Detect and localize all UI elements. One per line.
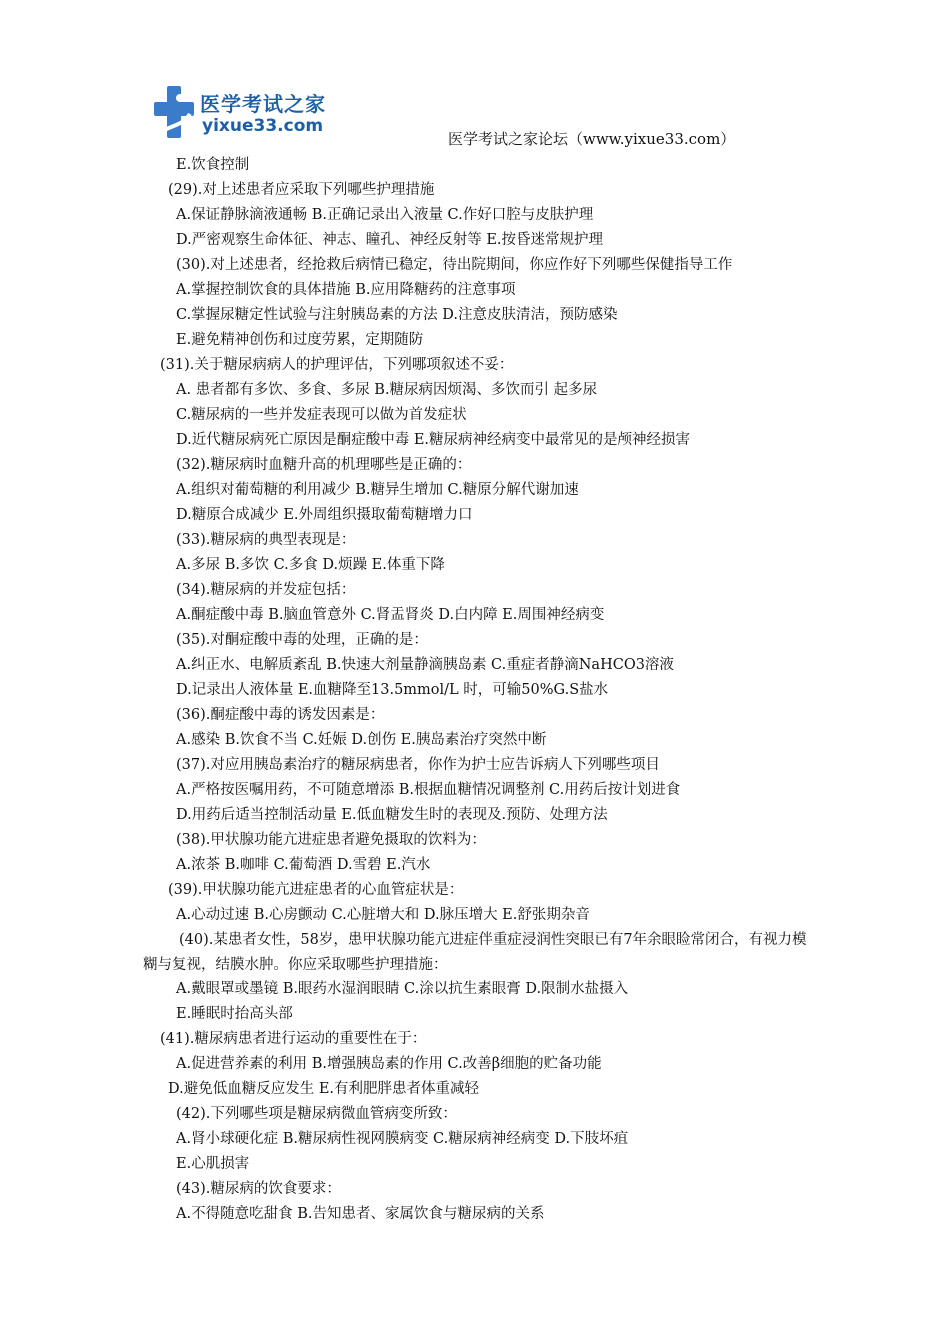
question-heading: (42).下列哪些项是糖尿病微血管病变所致： <box>176 1106 457 1122</box>
text-line: A.浓茶 B.咖啡 C.葡萄酒 D.雪碧 E.汽水 <box>176 857 431 873</box>
logo-domain-text: yixue33.com <box>202 116 324 136</box>
forum-header-text: 医学考试之家论坛（www.yixue33.com） <box>448 130 736 148</box>
text-line: C.糖尿病的一些并发症表现可以做为首发症状 <box>176 407 467 423</box>
question-heading: (30).对上述患者，经抢救后病情已稳定，待出院期间，你应作好下列哪些保健指导工作 <box>176 257 733 273</box>
text-line: E.避免精神创伤和过度劳累，定期随防 <box>176 332 424 348</box>
text-line: E.睡眠时抬高头部 <box>176 1006 293 1022</box>
question-heading: (35).对酮症酸中毒的处理，正确的是： <box>176 632 428 648</box>
text-line: A.掌握控制饮食的具体措施 B.应用降糖药的注意事项 <box>176 282 516 298</box>
text-line: A.纠正水、电解质紊乱 B.快速大剂量静滴胰岛素 C.重症者静滴NaHCO3溶液 <box>176 657 674 673</box>
text-line: D.记录出人液体量 E.血糖降至13.5mmol/L 时，可输50%G.S盐水 <box>176 682 609 698</box>
text-line: A.保证静脉滴液通畅 B.正确记录出入液量 C.作好口腔与皮肤护理 <box>176 207 594 223</box>
text-line: A.严格按医嘱用药，不可随意增添 B.根据血糖情况调整剂 C.用药后按计划进食 <box>176 782 681 798</box>
text-line: D.严密观察生命体征、神志、瞳孔、神经反射等 E.按昏迷常规护理 <box>176 232 604 248</box>
text-line: A.多尿 B.多饮 C.多食 D.烦躁 E.体重下降 <box>176 557 445 573</box>
text-line: A.组织对葡萄糖的利用减少 B.糖异生增加 C.糖原分解代谢加速 <box>176 482 579 498</box>
text-line: E.饮食控制 <box>176 157 250 173</box>
question-heading: (43).糖尿病的饮食要求： <box>176 1181 341 1197</box>
question-paragraph: (40).某患者女性，58岁，患甲状腺功能亢进症伴重症浸润性突眼已有7年余眼睑常闭合，有视力模糊与复视，结膜水肿。你应采取哪些护理措施： <box>143 932 807 973</box>
logo-chinese-text: 医学考试之家 <box>200 92 326 116</box>
text-line: D.糖原合成减少 E.外周组织摄取葡萄糖增力口 <box>176 507 473 523</box>
medical-cross-icon <box>150 84 198 144</box>
text-line: D.用药后适当控制活动量 E.低血糖发生时的表现及.预防、处理方法 <box>176 807 608 823</box>
text-line: D.避免低血糖反应发生 E.有利肥胖患者体重减轻 <box>168 1081 480 1097</box>
text-line: A.心动过速 B.心房颤动 C.心脏增大和 D.脉压增大 E.舒张期杂音 <box>176 907 590 923</box>
text-line: D.近代糖尿病死亡原因是酮症酸中毒 E.糖尿病神经病变中最常见的是颅神经损害 <box>176 432 691 448</box>
text-line: A.感染 B.饮食不当 C.妊娠 D.创伤 E.胰岛素治疗突然中断 <box>176 732 547 748</box>
text-line: A.肾小球硬化症 B.糖尿病性视网膜病变 C.糖尿病神经病变 D.下肢坏疽 <box>176 1131 629 1147</box>
text-line: C.掌握尿糖定性试验与注射胰岛素的方法 D.注意皮肤清洁，预防感染 <box>176 307 618 323</box>
text-line: A.酮症酸中毒 B.脑血管意外 C.肾盂肾炎 D.白内障 E.周围神经病变 <box>176 607 605 623</box>
site-logo <box>150 84 350 146</box>
question-heading: (41).糖尿病患者进行运动的重要性在于： <box>160 1031 427 1047</box>
question-heading: (39).甲状腺功能亢进症患者的心血管症状是： <box>168 882 464 898</box>
text-line: A.不得随意吃甜食 B.告知患者、家属饮食与糖尿病的关系 <box>176 1206 545 1222</box>
text-line: A.促进营养素的利用 B.增强胰岛素的作用 C.改善β细胞的贮备功能 <box>176 1056 602 1072</box>
question-heading: (33).糖尿病的典型表现是： <box>176 532 356 548</box>
question-heading: (36).酮症酸中毒的诱发因素是： <box>176 707 385 723</box>
text-line: A. 患者都有多饮、多食、多尿 B.糖尿病因烦渴、多饮而引 起多尿 <box>176 382 598 398</box>
question-heading: (32).糖尿病时血糖升高的机理哪些是正确的： <box>176 457 472 473</box>
question-heading: (38).甲状腺功能亢进症患者避免摄取的饮料为： <box>176 832 486 848</box>
question-heading: (31).关于糖尿病病人的护理评估，下列哪项叙述不妥： <box>160 357 514 373</box>
question-heading: (34).糖尿病的并发症包括： <box>176 582 356 598</box>
text-line: E.心肌损害 <box>176 1156 250 1172</box>
question-heading: (37).对应用胰岛素治疗的糖尿病患者，你作为护士应告诉病人下列哪些项目 <box>176 757 660 773</box>
text-line: A.戴眼罩或墨镜 B.眼药水湿润眼睛 C.涂以抗生素眼膏 D.限制水盐摄入 <box>176 981 629 997</box>
question-heading: (29).对上述患者应采取下列哪些护理措施 <box>168 182 435 198</box>
